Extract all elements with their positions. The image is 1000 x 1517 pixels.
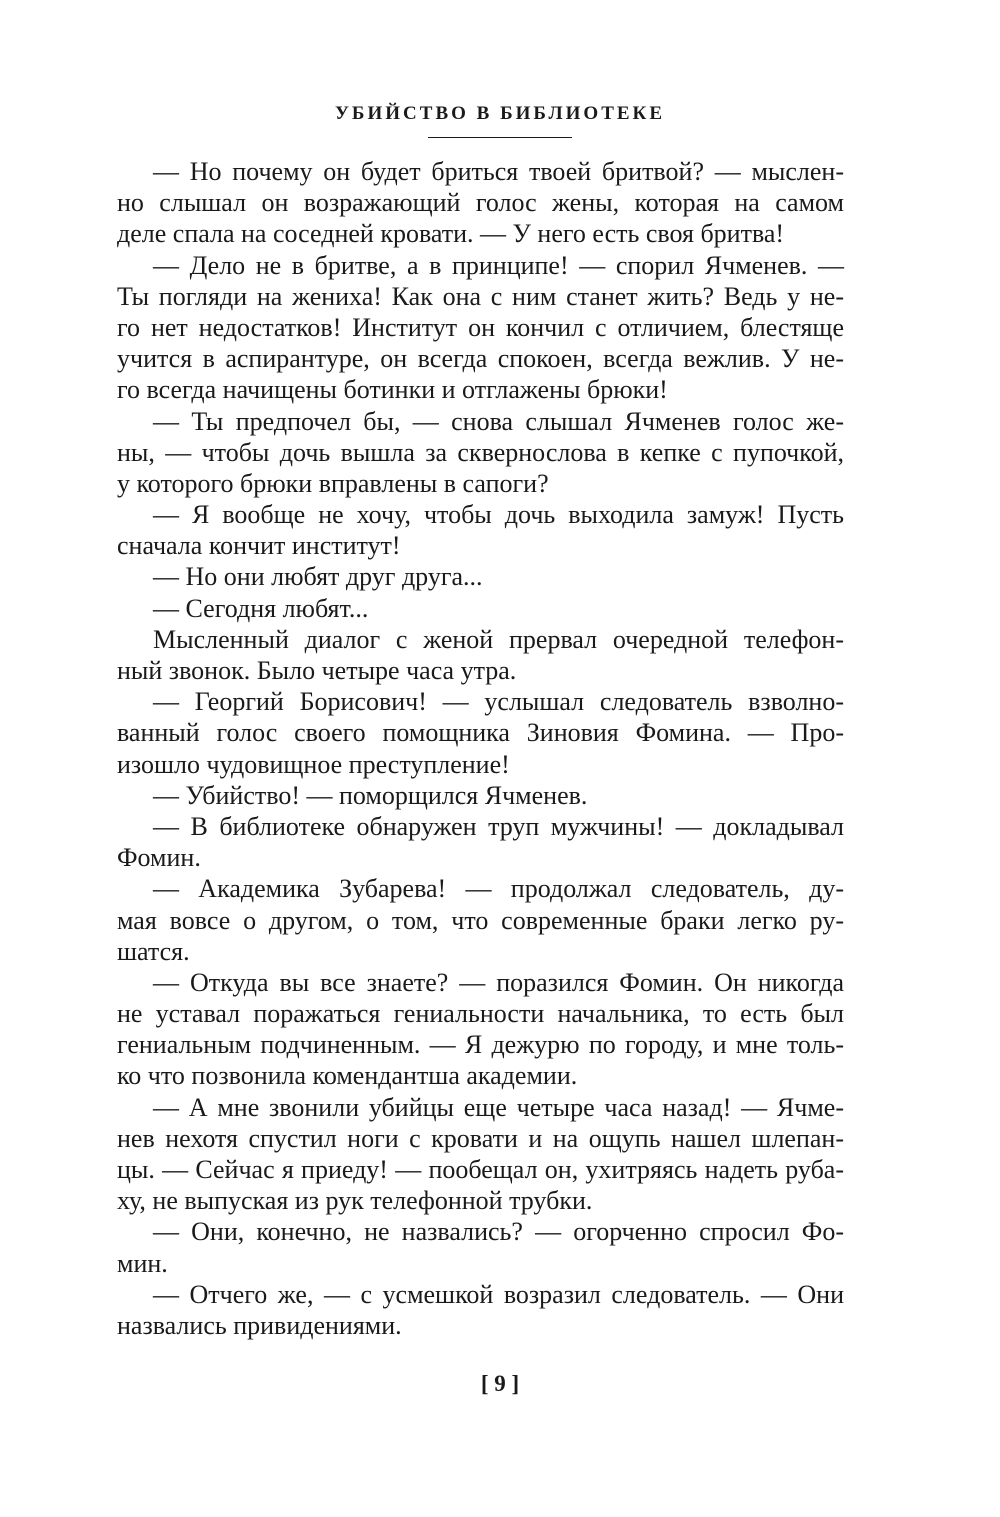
text-line: — Они, конечно, не назвались? — огорченно спросил Фо- — [153, 1217, 844, 1247]
text-line: — Отчего же, — с усмешкой возразил следователь. — Они — [153, 1279, 844, 1309]
text-line: ху, не выпуская из рук телефонной трубки. — [117, 1186, 593, 1216]
text-line: — Сегодня любят... — [153, 593, 369, 623]
text-line: — Академика Зубарева! — продолжал следователь, ду- — [153, 874, 844, 904]
text-line: — Убийство! — поморщился Ячменев. — [153, 780, 588, 810]
text-line: Фомин. — [117, 843, 201, 873]
text-line: — Дело не в бритве, а в принципе! — спорил Ячменев. — — [153, 250, 844, 280]
text-line: го всегда начищены ботинки и отглажены брюки! — [117, 375, 668, 405]
header-rule — [428, 137, 572, 138]
text-line: Мысленный диалог с женой прервал очередной телефон- — [153, 624, 844, 654]
text-line: сначала кончит институт! — [117, 531, 401, 561]
text-line: Ты погляди на жениха! Как она с ним станет жить? Ведь у не- — [117, 281, 844, 311]
text-line: мин. — [117, 1248, 168, 1278]
text-line: — Ты предпочел бы, — снова слышал Ячменев голос же- — [153, 406, 844, 436]
text-line: не уставал поражаться гениальности начальника, то есть был — [117, 999, 844, 1029]
text-line: цы. — Сейчас я приеду! — пообещал он, ухитряясь надеть руба- — [117, 1155, 844, 1184]
text-line: — В библиотеке обнаружен труп мужчины! — докладывал — [153, 811, 844, 841]
text-line: учится в аспирантуре, он всегда спокоен, всегда вежлив. У не- — [117, 344, 844, 374]
text-line: ны, — чтобы дочь вышла за сквернослова в кепке с пупочкой, — [117, 437, 844, 467]
text-line: изошло чудовищное преступление! — [117, 749, 510, 779]
text-line: гениальным подчиненным. — Я дежурю по городу, и мне толь- — [117, 1030, 844, 1060]
text-line: нев нехотя спустил ноги с кровати и на ощупь нашел шлепан- — [117, 1123, 844, 1153]
text-line: ко что позвонила комендантша академии. — [117, 1061, 578, 1091]
text-line: назвались привидениями. — [117, 1310, 402, 1340]
page-number: [ 9 ] — [480, 1371, 520, 1396]
text-line: ный звонок. Было четыре часа утра. — [117, 656, 517, 685]
text-line: — Откуда вы все знаете? — поразился Фомин. Он никогда — [153, 967, 844, 997]
text-line: — Георгий Борисович! — услышал следователь взволно- — [153, 687, 844, 717]
text-line: — А мне звонили убийцы еще четыре часа назад! — Ячме- — [153, 1092, 844, 1122]
running-title: УБИЙСТВО В БИБЛИОТЕКЕ — [334, 103, 666, 124]
text-line: но слышал он возражающий голос жены, которая на самом — [117, 188, 844, 218]
text-line: — Но почему он будет бриться твоей бритвой? — мыслен- — [153, 157, 844, 186]
text-line: шатся. — [117, 936, 190, 966]
text-line: деле спала на соседней кровати. — У него есть своя бритва! — [117, 219, 785, 249]
text-line: ванный голос своего помощника Зиновия Фомина. — Про- — [117, 718, 844, 748]
text-line: у которого брюки вправлены в сапоги? — [117, 468, 549, 498]
text-line: — Я вообще не хочу, чтобы дочь выходила замуж! Пусть — [153, 500, 844, 530]
text-line: го нет недостатков! Институт он кончил с отличием, блестяще — [117, 312, 844, 342]
text-line: мая вовсе о другом, о том, что современные браки легко ру- — [117, 905, 844, 935]
body-text — [117, 156, 844, 1341]
text-line: — Но они любят друг друга... — [153, 562, 483, 592]
